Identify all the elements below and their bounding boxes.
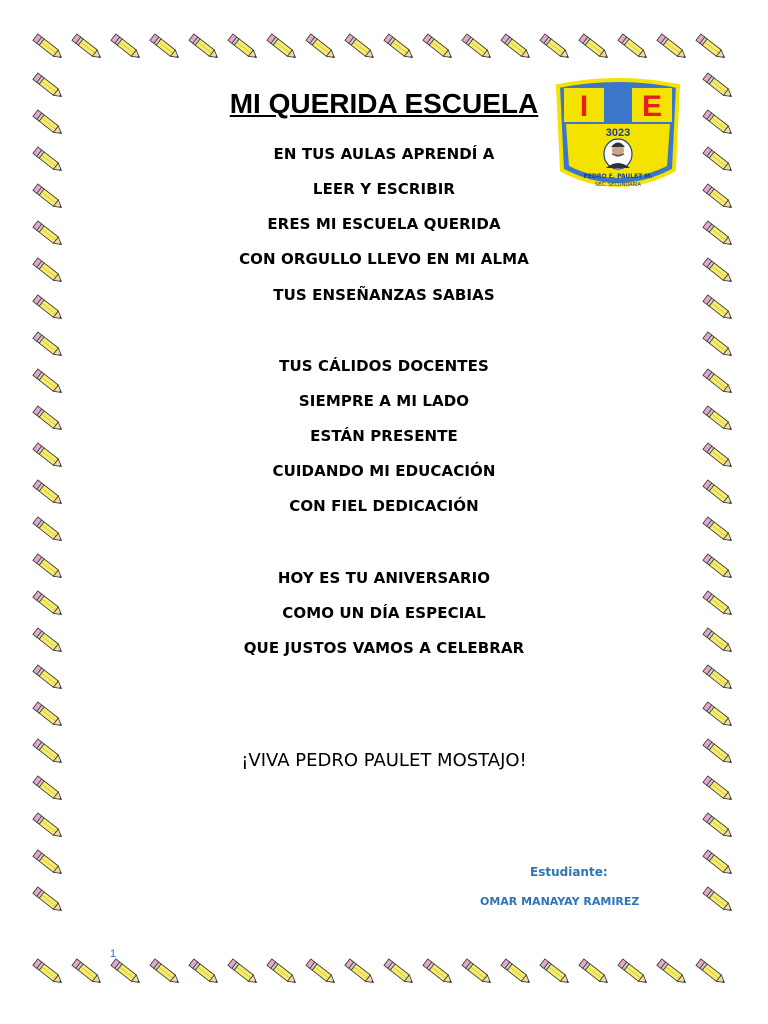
pencil-icon bbox=[384, 34, 415, 61]
pencil-icon bbox=[384, 959, 415, 986]
pencil-icon bbox=[228, 959, 259, 986]
pencil-icon bbox=[33, 332, 64, 359]
pencil-icon bbox=[33, 776, 64, 803]
pencil-icon bbox=[696, 34, 727, 61]
verse-line: ERES MI ESCUELA QUERIDA bbox=[267, 215, 501, 233]
school-logo bbox=[556, 78, 680, 194]
pencil-icon bbox=[33, 813, 64, 840]
pencil-icon bbox=[696, 959, 727, 986]
verse-line: CON FIEL DEDICACIÓN bbox=[289, 497, 479, 515]
pencil-icon bbox=[618, 34, 649, 61]
pencil-icon bbox=[540, 34, 571, 61]
verse-line: ESTÁN PRESENTE bbox=[310, 427, 458, 445]
pencil-icon bbox=[267, 34, 298, 61]
pencil-icon bbox=[703, 702, 734, 729]
pencil-icon bbox=[703, 665, 734, 692]
pencil-icon bbox=[228, 34, 259, 61]
pencil-icon bbox=[306, 959, 337, 986]
pencil-icon bbox=[345, 959, 376, 986]
student-label: Estudiante: bbox=[530, 865, 608, 879]
verse-line: SIEMPRE A MI LADO bbox=[298, 392, 470, 410]
pencil-icon bbox=[423, 34, 454, 61]
verse-line: TUS ENSEÑANZAS SABIAS bbox=[273, 286, 495, 304]
pencil-icon bbox=[703, 850, 734, 877]
pencil-icon bbox=[306, 34, 337, 61]
pencil-icon bbox=[33, 850, 64, 877]
pencil-icon bbox=[72, 959, 103, 986]
pencil-icon bbox=[33, 887, 64, 914]
logo-arc-text: PEDRO E. PAULET M. bbox=[583, 173, 653, 180]
verse-line: CUIDANDO MI EDUCACIÓN bbox=[272, 462, 496, 480]
logo-letter-i: I bbox=[579, 90, 589, 123]
pencil-icon bbox=[423, 959, 454, 986]
student-name: OMAR MANAYAY RAMIREZ bbox=[480, 895, 640, 908]
pencil-icon bbox=[33, 665, 64, 692]
pencil-icon bbox=[150, 959, 181, 986]
pencil-icon bbox=[501, 34, 532, 61]
pencil-icon bbox=[703, 517, 734, 544]
pencil-icon bbox=[111, 34, 142, 61]
closing-line: ¡VIVA PEDRO PAULET MOSTAJO! bbox=[241, 750, 527, 771]
logo-letter-e: E bbox=[641, 90, 663, 123]
pencil-icon bbox=[618, 959, 649, 986]
verse-line: CON ORGULLO LLEVO EN MI ALMA bbox=[239, 250, 529, 268]
pencil-icon bbox=[657, 959, 688, 986]
verse-line: COMO UN DÍA ESPECIAL bbox=[282, 604, 486, 622]
verse-line: LEER Y ESCRIBIR bbox=[312, 180, 456, 198]
poem-title: MI QUERIDA ESCUELA bbox=[229, 88, 539, 119]
pencil-icon bbox=[462, 34, 493, 61]
pencil-icon bbox=[267, 959, 298, 986]
pencil-icon bbox=[111, 959, 142, 986]
pencil-icon bbox=[72, 34, 103, 61]
pencil-icon bbox=[150, 34, 181, 61]
verse-line: TUS CÁLIDOS DOCENTES bbox=[279, 357, 489, 375]
pencil-icon bbox=[501, 959, 532, 986]
pencil-icon bbox=[703, 776, 734, 803]
pencil-icon bbox=[33, 702, 64, 729]
pencil-icon bbox=[703, 887, 734, 914]
pencil-icon bbox=[540, 959, 571, 986]
pencil-icon bbox=[33, 959, 64, 986]
pencil-icon bbox=[579, 34, 610, 61]
verse-line: HOY ES TU ANIVERSARIO bbox=[277, 569, 491, 587]
verse-line: QUE JUSTOS VAMOS A CELEBRAR bbox=[243, 639, 525, 657]
pencil-icon bbox=[189, 34, 220, 61]
pencil-icon bbox=[33, 34, 64, 61]
pencil-icon bbox=[345, 34, 376, 61]
pencil-icon bbox=[33, 517, 64, 544]
pencil-icon bbox=[703, 813, 734, 840]
logo-bottom-text: SEC. SECUNDARIA bbox=[595, 182, 641, 188]
pencil-icon bbox=[189, 959, 220, 986]
verse-line: EN TUS AULAS APRENDÍ A bbox=[273, 145, 495, 163]
pencil-icon bbox=[579, 959, 610, 986]
logo-number: 3023 bbox=[605, 127, 631, 139]
pencil-icon bbox=[462, 959, 493, 986]
page-number: 1 bbox=[110, 948, 117, 960]
pencil-icon bbox=[703, 332, 734, 359]
pencil-icon bbox=[657, 34, 688, 61]
